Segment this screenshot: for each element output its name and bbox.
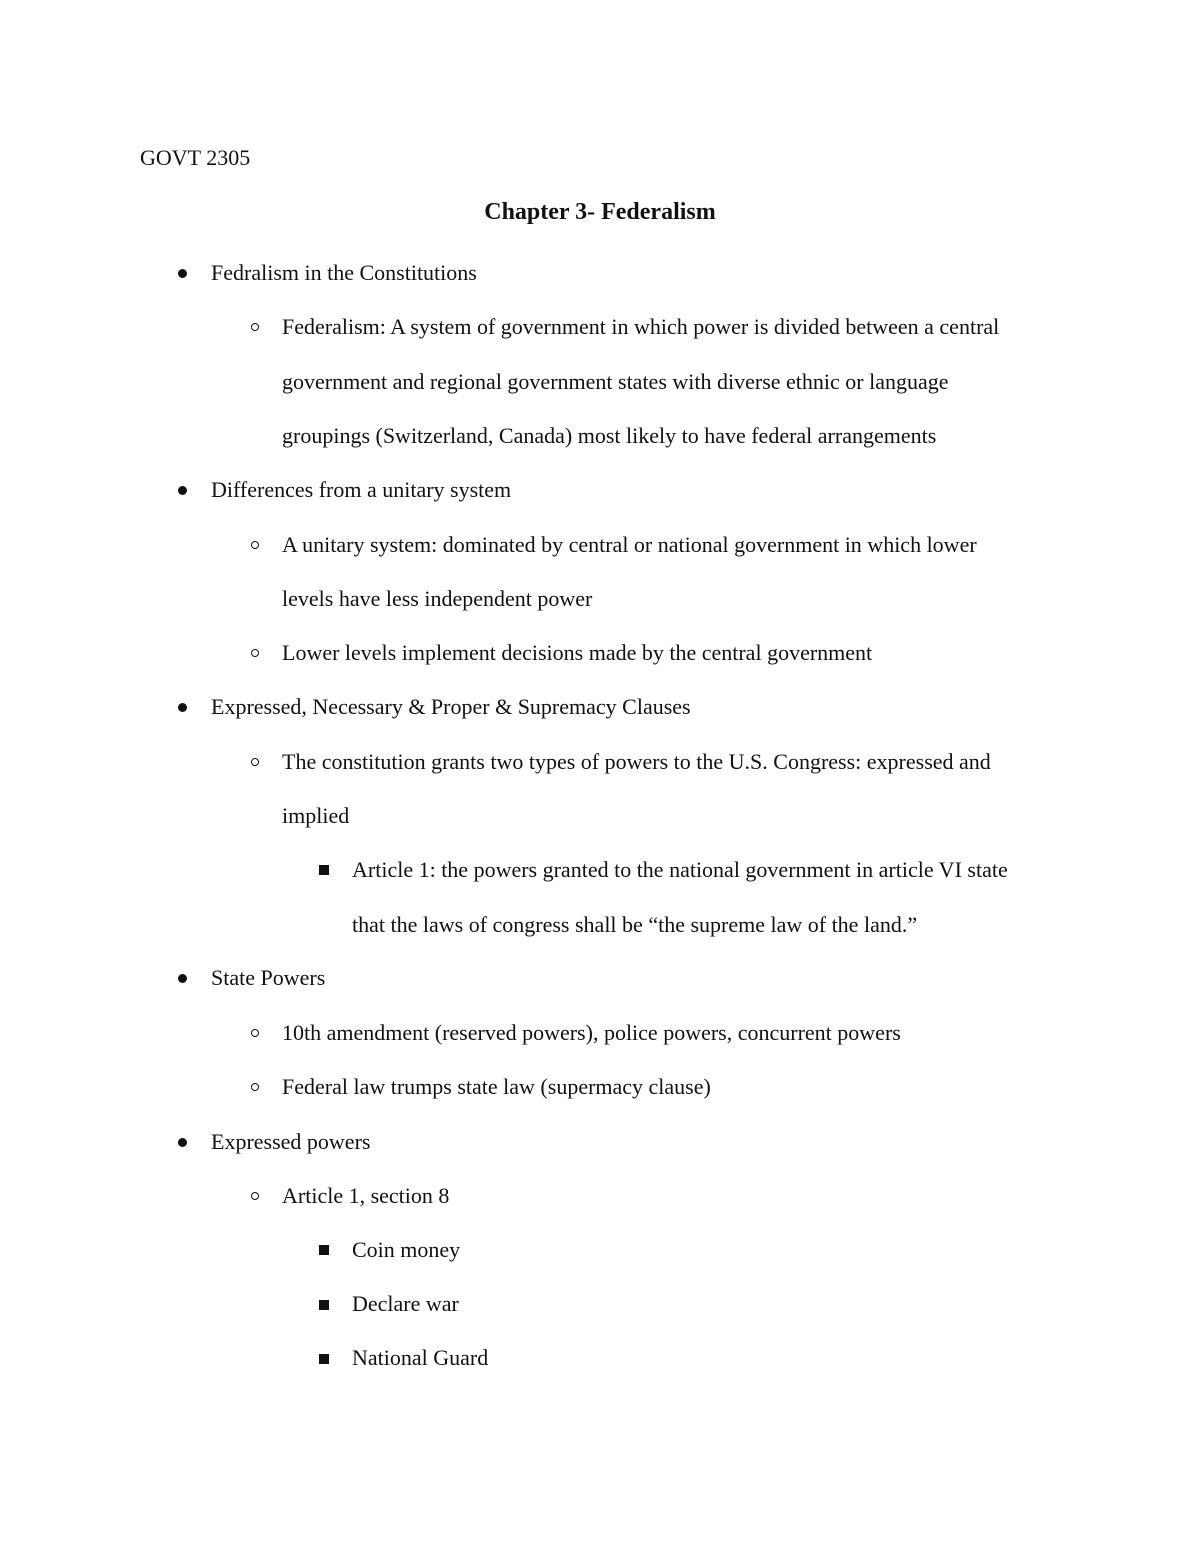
list-item-level1: Expressed, Necessary & Proper & Supremacy Clauses — [211, 694, 691, 719]
list-item-level2-continuation: levels have less independent power — [282, 586, 593, 611]
list-item-level1: Differences from a unitary system — [211, 477, 512, 502]
list-item-level2-continuation: implied — [282, 803, 350, 828]
bullet-circle-icon — [251, 758, 259, 766]
bullet-disc-icon — [178, 974, 187, 983]
course-code: GOVT 2305 — [140, 145, 251, 170]
list-item-level1: Expressed powers — [211, 1129, 371, 1154]
bullet-circle-icon — [251, 541, 259, 549]
list-item-level2: Federal law trumps state law (supermacy clause) — [282, 1074, 711, 1099]
bullet-square-icon — [319, 1300, 329, 1310]
list-item-level2: Federalism: A system of government in which power is divided between a central — [282, 314, 1000, 339]
bullet-circle-icon — [251, 323, 259, 331]
bullet-disc-icon — [178, 1138, 187, 1147]
bullet-circle-icon — [251, 1192, 259, 1200]
list-item-level2: Lower levels implement decisions made by the central government — [282, 640, 873, 665]
bullet-circle-icon — [251, 1083, 259, 1091]
page-title: Chapter 3- Federalism — [484, 199, 716, 225]
list-item-level3: Coin money — [352, 1237, 461, 1262]
list-item-level2-continuation: groupings (Switzerland, Canada) most likely to have federal arrangements — [282, 423, 937, 448]
list-item-level2: The constitution grants two types of powers to the U.S. Congress: expressed and — [282, 749, 991, 774]
bullet-disc-icon — [178, 486, 187, 495]
bullet-disc-icon — [178, 703, 187, 712]
list-item-level2: 10th amendment (reserved powers), police powers, concurrent powers — [282, 1020, 901, 1045]
list-item-level3: Declare war — [352, 1291, 459, 1316]
list-item-level1: Fedralism in the Constitutions — [211, 260, 477, 285]
list-item-level2: A unitary system: dominated by central or national government in which lower — [282, 532, 977, 557]
bullet-square-icon — [319, 1354, 329, 1364]
list-item-level1: State Powers — [211, 965, 326, 990]
bullet-square-icon — [319, 865, 329, 875]
bullet-circle-icon — [251, 1029, 259, 1037]
list-item-level3-continuation: that the laws of congress shall be “the supreme law of the land.” — [352, 912, 918, 937]
bullet-square-icon — [319, 1245, 329, 1255]
list-item-level3: Article 1: the powers granted to the national government in article VI state — [352, 857, 1008, 882]
list-item-level3: National Guard — [352, 1345, 489, 1370]
list-item-level2-continuation: government and regional government states with diverse ethnic or language — [282, 369, 949, 394]
bullet-circle-icon — [251, 649, 259, 657]
list-item-level2: Article 1, section 8 — [282, 1183, 450, 1208]
bullet-disc-icon — [178, 269, 187, 278]
